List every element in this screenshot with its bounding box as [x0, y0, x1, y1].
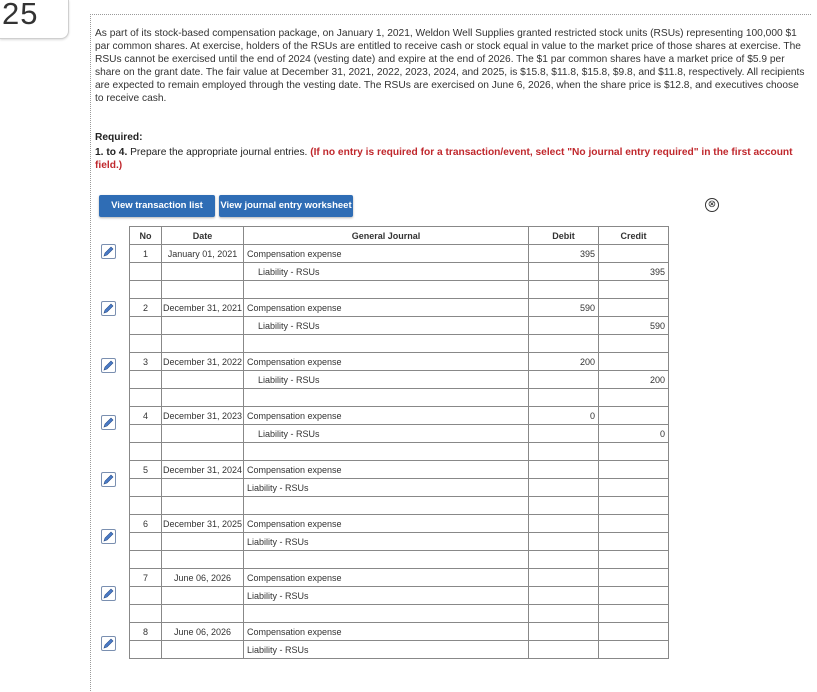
- entry-date: January 01, 2021: [162, 245, 244, 263]
- view-journal-worksheet-button[interactable]: View journal entry worksheet: [219, 195, 353, 217]
- debit-amount-field[interactable]: 200: [529, 353, 599, 371]
- debit-account-field[interactable]: Compensation expense: [244, 515, 529, 533]
- credit-amount-field[interactable]: [599, 299, 669, 317]
- credit-account-field[interactable]: Liability - RSUs: [244, 263, 529, 281]
- spacer-row: [130, 443, 669, 461]
- header-debit: Debit: [529, 227, 599, 245]
- required-instructions: [95, 146, 805, 172]
- question-content: [90, 14, 811, 691]
- entry-no: 7: [130, 569, 162, 587]
- debit-account-field[interactable]: Compensation expense: [244, 623, 529, 641]
- journal-table: [129, 226, 669, 659]
- debit-amount-field[interactable]: [529, 425, 599, 443]
- entry-no: 1: [130, 245, 162, 263]
- entry-date: December 31, 2024: [162, 461, 244, 479]
- spacer-row: [130, 281, 669, 299]
- credit-amount-field[interactable]: [599, 353, 669, 371]
- credit-amount-field[interactable]: [599, 587, 669, 605]
- question-number: 25: [2, 0, 39, 31]
- edit-entry-icon[interactable]: [101, 529, 116, 544]
- credit-amount-field[interactable]: [599, 623, 669, 641]
- spacer-row: [130, 605, 669, 623]
- entry-date: December 31, 2021: [162, 299, 244, 317]
- spacer-row: [130, 497, 669, 515]
- debit-amount-field[interactable]: 590: [529, 299, 599, 317]
- debit-amount-field[interactable]: [529, 569, 599, 587]
- header-general-journal: General Journal: [244, 227, 529, 245]
- view-transaction-list-button[interactable]: View transaction list: [99, 195, 215, 217]
- table-row: [130, 371, 669, 389]
- spacer-row: [130, 551, 669, 569]
- table-row: [130, 533, 669, 551]
- entry-no: 3: [130, 353, 162, 371]
- question-number-box: [0, 0, 69, 39]
- required-text: Prepare the appropriate journal entries.: [127, 147, 311, 158]
- table-row: [130, 245, 669, 263]
- table-row: [130, 623, 669, 641]
- entry-date: June 06, 2026: [162, 569, 244, 587]
- entry-no: 4: [130, 407, 162, 425]
- debit-amount-field[interactable]: [529, 479, 599, 497]
- header-credit: Credit: [599, 227, 669, 245]
- debit-account-field[interactable]: Compensation expense: [244, 353, 529, 371]
- table-row: [130, 587, 669, 605]
- credit-amount-field[interactable]: [599, 569, 669, 587]
- edit-entry-icon[interactable]: [101, 586, 116, 601]
- debit-amount-field[interactable]: [529, 371, 599, 389]
- credit-account-field[interactable]: Liability - RSUs: [244, 317, 529, 335]
- edit-entry-icon[interactable]: [101, 301, 116, 316]
- credit-amount-field[interactable]: [599, 479, 669, 497]
- table-row: [130, 479, 669, 497]
- table-row: [130, 263, 669, 281]
- debit-amount-field[interactable]: [529, 641, 599, 659]
- credit-amount-field[interactable]: [599, 533, 669, 551]
- entry-date: June 06, 2026: [162, 623, 244, 641]
- header-no: No: [130, 227, 162, 245]
- spacer-row: [130, 335, 669, 353]
- credit-amount-field[interactable]: 200: [599, 371, 669, 389]
- credit-amount-field[interactable]: [599, 407, 669, 425]
- close-icon[interactable]: ⊗: [705, 198, 719, 212]
- credit-account-field[interactable]: Liability - RSUs: [244, 641, 529, 659]
- edit-entry-icon[interactable]: [101, 358, 116, 373]
- debit-amount-field[interactable]: [529, 533, 599, 551]
- edit-entry-icon[interactable]: [101, 472, 116, 487]
- required-note: (If no entry is required for a transaction/event, select "No journal entry required" in the first account field.): [95, 147, 793, 171]
- debit-amount-field[interactable]: [529, 623, 599, 641]
- edit-entry-icon[interactable]: [101, 415, 116, 430]
- debit-account-field[interactable]: Compensation expense: [244, 461, 529, 479]
- entry-date: December 31, 2025: [162, 515, 244, 533]
- debit-amount-field[interactable]: 395: [529, 245, 599, 263]
- debit-amount-field[interactable]: 0: [529, 407, 599, 425]
- entry-no: 8: [130, 623, 162, 641]
- credit-amount-field[interactable]: [599, 515, 669, 533]
- credit-amount-field[interactable]: [599, 461, 669, 479]
- required-title: Required:: [95, 132, 143, 143]
- debit-amount-field[interactable]: [529, 317, 599, 335]
- debit-account-field[interactable]: Compensation expense: [244, 569, 529, 587]
- table-header-row: [130, 227, 669, 245]
- debit-account-field[interactable]: Compensation expense: [244, 407, 529, 425]
- entry-no: 6: [130, 515, 162, 533]
- edit-entry-icon[interactable]: [101, 244, 116, 259]
- credit-amount-field[interactable]: 395: [599, 263, 669, 281]
- problem-text: As part of its stock-based compensation package, on January 1, 2021, Weldon Well Supplies granted restricted stock units (RSUs) representing 100,000 $1 par common shares. At exercise, holders of the RSUs are entitled to receive cash or stock equal in value to the market price of those shares at exercise. The RSUs cannot be exercised until the end of 2024 (vesting date) and expire at the end of 2026. The $1 par common shares have a market price of $5.9 per share on the grant date. The fair value at December 31, 2021, 2022, 2023, 2024, and 2025, is $15.8, $11.8, $15.8, $9.8, and $11.8, respectively. All recipients are expected to remain employed through the vesting date. The RSUs are exercised on June 6, 2026, when the share price is $12.8, and executives choose to receive cash.: [95, 28, 805, 104]
- debit-account-field[interactable]: Compensation expense: [244, 245, 529, 263]
- edit-entry-icon[interactable]: [101, 636, 116, 651]
- table-row: [130, 317, 669, 335]
- credit-amount-field[interactable]: 590: [599, 317, 669, 335]
- required-prefix: 1. to 4.: [95, 147, 128, 158]
- table-row: [130, 425, 669, 443]
- credit-amount-field[interactable]: 0: [599, 425, 669, 443]
- debit-amount-field[interactable]: [529, 515, 599, 533]
- table-row: [130, 641, 669, 659]
- credit-account-field[interactable]: Liability - RSUs: [244, 425, 529, 443]
- spacer-row: [130, 389, 669, 407]
- entry-date: December 31, 2023: [162, 407, 244, 425]
- debit-amount-field[interactable]: [529, 263, 599, 281]
- table-row: [130, 569, 669, 587]
- credit-account-field[interactable]: Liability - RSUs: [244, 371, 529, 389]
- debit-amount-field[interactable]: [529, 461, 599, 479]
- credit-account-field[interactable]: Liability - RSUs: [244, 479, 529, 497]
- debit-amount-field[interactable]: [529, 587, 599, 605]
- debit-account-field[interactable]: Compensation expense: [244, 299, 529, 317]
- credit-amount-field[interactable]: [599, 245, 669, 263]
- header-date: Date: [162, 227, 244, 245]
- entry-no: 2: [130, 299, 162, 317]
- credit-account-field[interactable]: Liability - RSUs: [244, 587, 529, 605]
- entry-no: 5: [130, 461, 162, 479]
- credit-account-field[interactable]: Liability - RSUs: [244, 533, 529, 551]
- credit-amount-field[interactable]: [599, 641, 669, 659]
- entry-date: December 31, 2022: [162, 353, 244, 371]
